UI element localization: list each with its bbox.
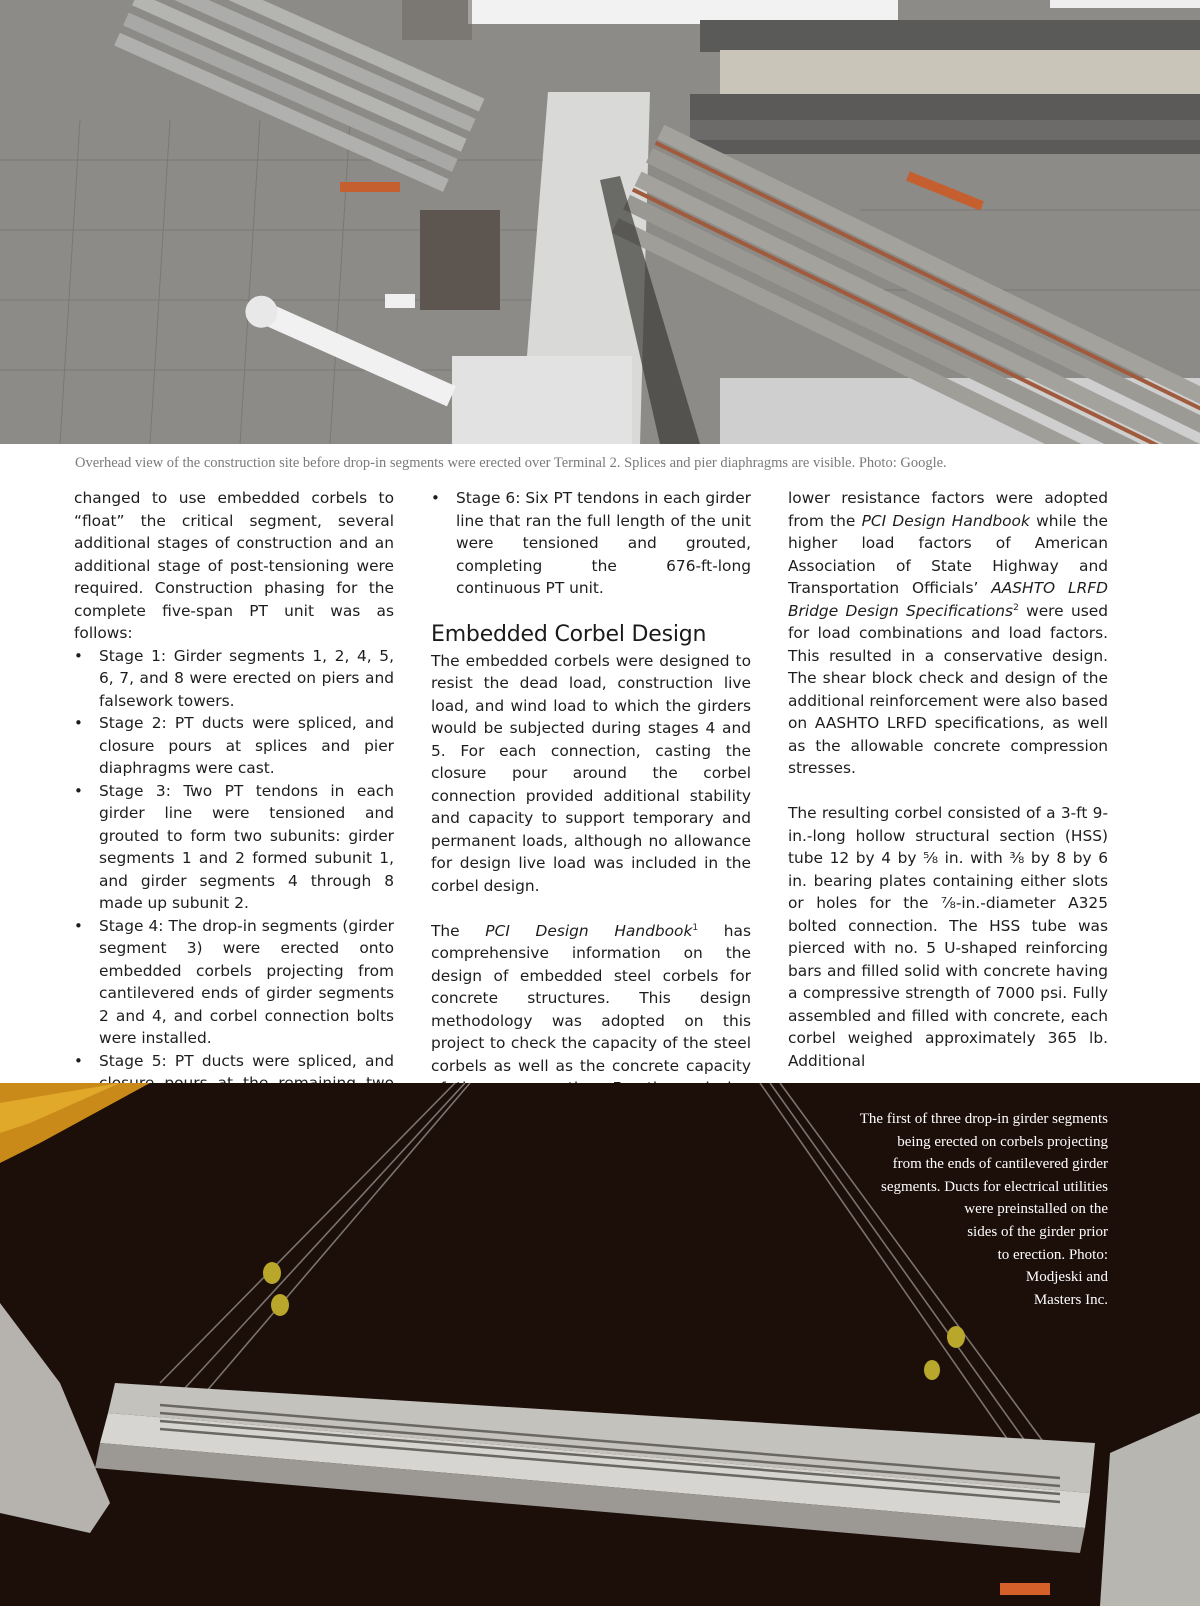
paragraph-text: lower resistance factors were adopted from the <box>788 489 1108 530</box>
corbel-description-paragraph: The resulting corbel consisted of a 3-ft 9-in.-long hollow structural section (HSS) tube 12 by 4 by ⅝ in. with ⅜ by 8 by 6 in. bearing plates containing either slots or holes for the ⅞-in.-diameter A325 bolted connection. The HSS tube was pierced with no. 5 U-shaped reinforcing bars and filled solid with concrete having a compressive strength of 7000 psi. Fully assembled and filled with concrete, each corbel weighed approximately 365 lb. Additional <box>788 804 1108 1070</box>
caption-line: segments. Ducts for electrical utilities <box>880 1178 1108 1195</box>
text-column-2 <box>431 487 751 1122</box>
stage-item: • Stage 1: Girder segments 1, 2, 4, 5, 6, 7, and 8 were erected on piers and falsework towers. <box>74 645 394 713</box>
construction-stage-list <box>74 645 394 1118</box>
stage-item: • Stage 6: Six PT tendons in each girder line that ran the full length of the unit were tensioned and grouted, completing the 676-ft-long continuous PT unit. <box>431 487 751 600</box>
publication-title: PCI Design Handbook <box>485 921 693 940</box>
caption-line: Masters Inc. <box>1033 1291 1108 1308</box>
top-photo-caption: Overhead view of the construction site before drop-in segments were erected over Terminal 2. Splices and pier diaphragms are visible. Photo: Google. <box>75 455 947 471</box>
caption-line: The first of three drop-in girder segments <box>859 1111 1108 1127</box>
caption-line: from the ends of cantilevered girder <box>892 1156 1108 1173</box>
corbel-design-paragraph: The embedded corbels were designed to resist the dead load, construction live load, and wind load to which the girders would be subjected during stages 4 and 5. For each connection, casting the closure pour around the corbel connection provided additional stability and capacity to support temporary and permanent loads, although no allowance for design live load was included in the corbel design. <box>431 651 751 895</box>
paragraph-text: while the higher load factors of American Association of State Highway and Transportation Officials’ <box>788 511 1108 597</box>
resistance-factors-paragraph <box>788 487 1108 780</box>
aerial-photo-graphic <box>0 0 1200 444</box>
caption-line: sides of the girder prior <box>967 1223 1108 1240</box>
stage-item: • Stage 2: PT ducts were spliced, and closure pours at splices and pier diaphragms were cast. <box>74 712 394 780</box>
aerial-construction-photo <box>0 0 1200 444</box>
bottom-photo-caption <box>808 1108 1108 1311</box>
section-heading: Embedded Corbel Design <box>431 621 707 647</box>
publication-title: PCI Design Handbook <box>861 511 1030 530</box>
stage-item: • Stage 5: PT ducts were spliced, and <box>74 1050 394 1118</box>
reference-superscript: 2 <box>1013 602 1019 613</box>
caption-line: Modjeski and <box>1025 1269 1108 1286</box>
caption-line: to erection. Photo: <box>997 1246 1108 1263</box>
column1-intro-paragraph: changed to use embedded corbels to “float” the critical segment, several additional stages of construction and an additional stage of post-tensioning were required. Construction phasing for the complete five-span PT unit was as follows: <box>74 489 394 642</box>
stage-item: • Stage 3: Two PT tendons in each girder line were tensioned and grouted to form two subunits: girder segments 1 and 2 formed subunit 1, and girder segments 4 through 8 made up subunit 2. <box>74 780 394 915</box>
stage-item: • Stage 4: The drop-in segments (girder segment 3) were erected onto embedded corbels projecting from cantilevered ends of girder segments 2 and 4, and corbel connection bolts were installed. <box>74 915 394 1050</box>
publication-title: AASHTO LRFD Bridge Design Specifications <box>788 579 1108 620</box>
paragraph-text: were used for load combinations and load factors. This resulted in a conservative design. The shear block check and design of the additional reinforcement were also based on AASHTO LRFD specifications, as well as the allowable concrete compression stresses. <box>788 601 1108 777</box>
paragraph-text: The <box>431 921 486 940</box>
reference-superscript: 1 <box>692 922 699 933</box>
caption-line: were preinstalled on the <box>964 1201 1108 1218</box>
paragraph-text: has comprehensive information on the design of embedded steel corbels for concrete structures. This design methodology was adopted on this project to check the capacity of the steel corbels as well as the concrete capacity <box>431 921 751 1075</box>
caption-line: being erected on corbels projecting <box>897 1133 1108 1150</box>
text-column-3 <box>788 487 1108 1072</box>
text-column-1 <box>74 487 394 1117</box>
construction-stage-list-continued <box>431 487 751 600</box>
